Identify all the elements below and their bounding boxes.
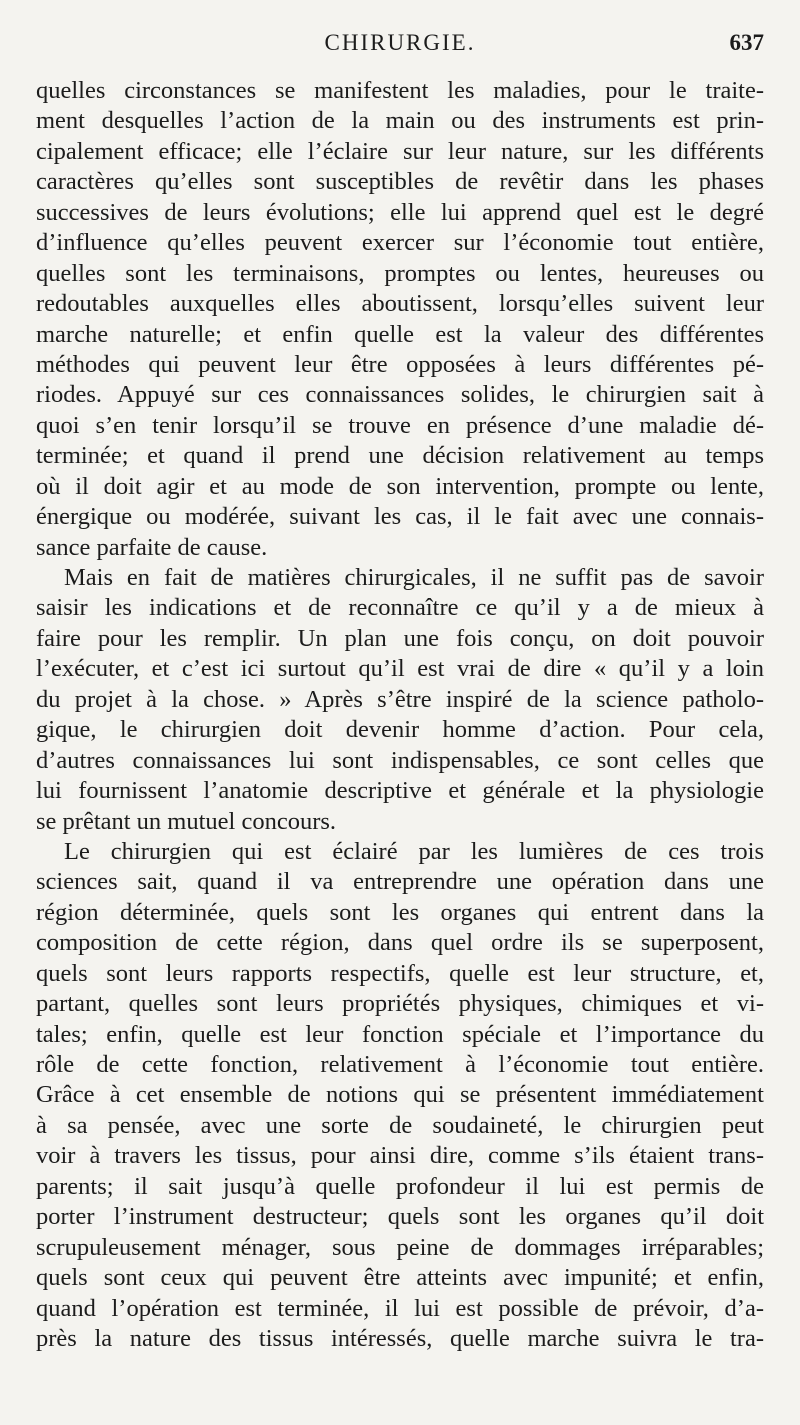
text-line: marche naturelle; et enfin quelle est la valeur des différentes (36, 320, 764, 348)
text-line: à sa pensée, avec une sorte de soudaineté, le chirurgien peut (36, 1111, 764, 1139)
running-title: CHIRURGIE. (324, 30, 476, 55)
text-line: quoi s’en tenir lorsqu’il se trouve en présence d’une maladie dé- (36, 411, 764, 439)
text-line: partant, quelles sont leurs propriétés physiques, chimiques et vi- (36, 990, 764, 1018)
text-line: Le chirurgien qui est éclairé par les lumières de ces trois (64, 837, 764, 865)
text-line: tales; enfin, quelle est leur fonction spéciale et l’importance du (36, 1020, 764, 1048)
text-line: quelles sont les terminaisons, promptes ou lentes, heureuses ou (36, 259, 764, 287)
text-line: caractères qu’elles sont susceptibles de revêtir dans les phases (36, 168, 764, 196)
text-line: parents; il sait jusqu’à quelle profondeur il lui est permis de (36, 1172, 764, 1200)
page-number: 637 (729, 30, 764, 55)
text-line: d’autres connaissances lui sont indispensables, ce sont celles que (36, 746, 764, 774)
text-line: ment desquelles l’action de la main ou des instruments est prin- (36, 107, 764, 135)
text-line: voir à travers les tissus, pour ainsi dire, comme s’ils étaient trans- (36, 1142, 764, 1170)
body-text (36, 76, 764, 1354)
text-line: quels sont ceux qui peuvent être atteints avec impunité; et enfin, (36, 1264, 764, 1292)
text-line: redoutables auxquelles elles aboutissent, lorsqu’elles suivent leur (36, 290, 764, 318)
text-line: riodes. Appuyé sur ces connaissances solides, le chirurgien sait à (36, 381, 764, 409)
text-line: Grâce à cet ensemble de notions qui se présentent immédiatement (36, 1081, 764, 1109)
text-line: où il doit agir et au mode de son intervention, prompte ou lente, (36, 472, 764, 500)
text-line: méthodes qui peuvent leur être opposées à leurs différentes pé- (36, 350, 764, 378)
text-line: d’influence qu’elles peuvent exercer sur l’économie tout entière, (36, 229, 764, 257)
text-line: Mais en fait de matières chirurgicales, il ne suffit pas de savoir (64, 564, 764, 591)
text-line: quelles circonstances se manifestent les maladies, pour le traite- (36, 77, 764, 104)
text-line: rôle de cette fonction, relativement à l’économie tout entière. (36, 1051, 764, 1078)
text-line: composition de cette région, dans quel ordre ils se superposent, (36, 929, 764, 957)
text-line: se prêtant un mutuel concours. (36, 807, 337, 835)
text-line: énergique ou modérée, suivant les cas, il le fait avec une connais- (36, 503, 764, 531)
page-header (36, 30, 764, 60)
text-line: terminée; et quand il prend une décision relativement au temps (36, 442, 764, 470)
text-line: sance parfaite de cause. (36, 533, 268, 561)
text-line: quels sont leurs rapports respectifs, quelle est leur structure, et, (36, 959, 764, 987)
text-line: porter l’instrument destructeur; quels sont les organes qu’il doit (36, 1203, 764, 1231)
text-line: cipalement efficace; elle l’éclaire sur leur nature, sur les différents (36, 137, 764, 165)
text-line: du projet à la chose. » Après s’être inspiré de la science patholo- (36, 685, 764, 713)
text-line: sciences sait, quand il va entreprendre une opération dans une (36, 868, 764, 896)
text-line: saisir les indications et de reconnaître ce qu’il y a de mieux à (36, 594, 764, 622)
text-line: gique, le chirurgien doit devenir homme d’action. Pour cela, (36, 716, 764, 744)
text-line: scrupuleusement ménager, sous peine de dommages irréparables; (36, 1233, 764, 1261)
text-line: lui fournissent l’anatomie descriptive et générale et la physiologie (36, 777, 764, 805)
text-line: quand l’opération est terminée, il lui est possible de prévoir, d’a- (36, 1294, 764, 1322)
text-line: successives de leurs évolutions; elle lui apprend quel est le degré (36, 198, 764, 226)
text-line: faire pour les remplir. Un plan une fois conçu, on doit pouvoir (36, 624, 764, 652)
text-line: près la nature des tissus intéressés, quelle marche suivra le tra- (36, 1324, 764, 1352)
text-line: région déterminée, quels sont les organes qui entrent dans la (36, 898, 764, 926)
text-line: l’exécuter, et c’est ici surtout qu’il est vrai de dire « qu’il y a loin (36, 655, 764, 683)
